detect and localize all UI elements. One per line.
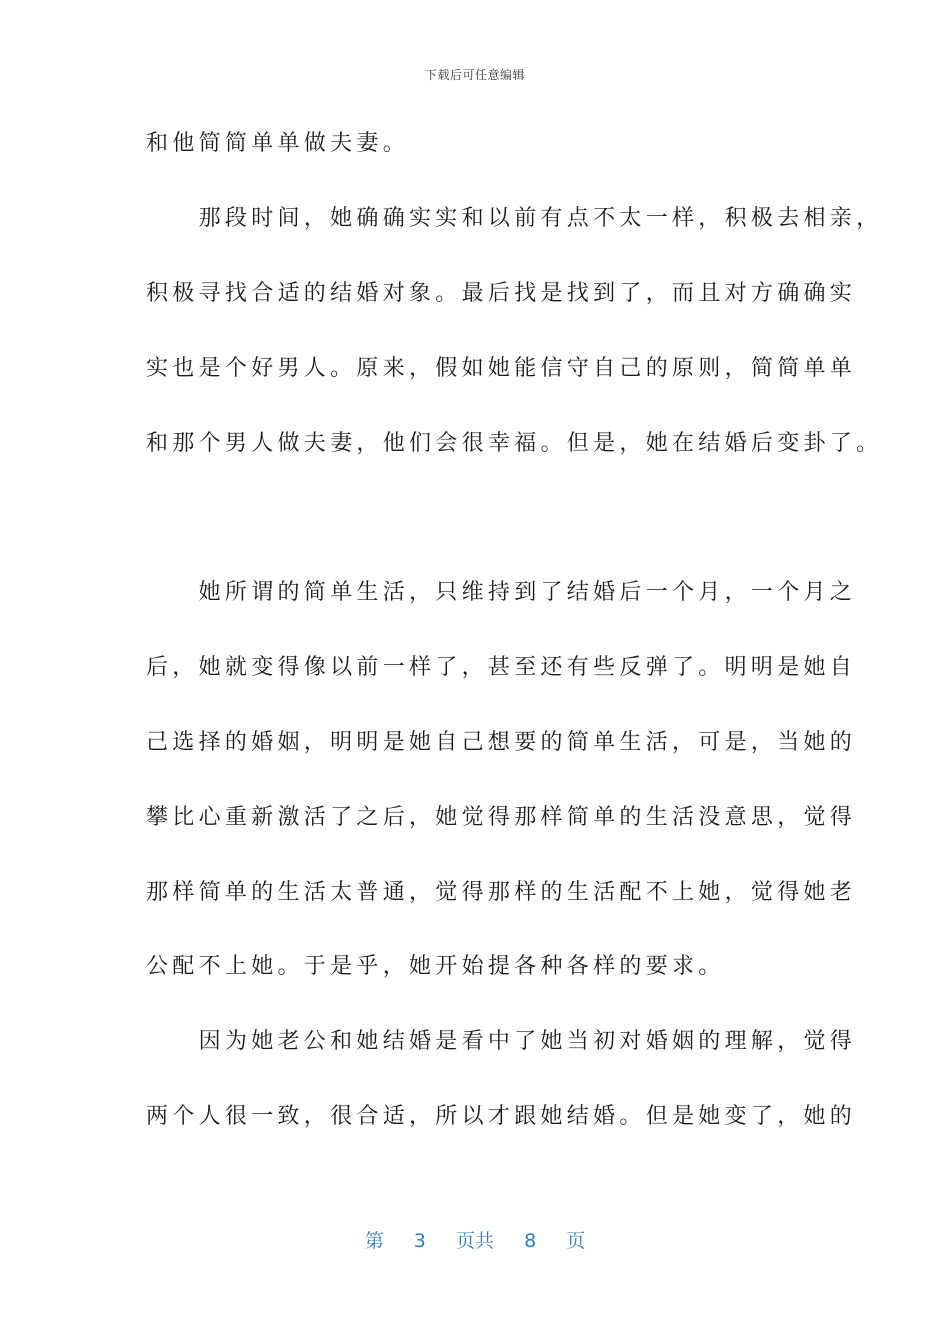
total-pages-number: 8	[524, 1230, 537, 1252]
body-line-7: 后，她就变得像以前一样了，甚至还有些反弹了。明明是她自	[146, 655, 857, 680]
body-line-3: 积极寻找合适的结婚对象。最后找是找到了，而且对方确确实	[146, 281, 857, 306]
body-line-4: 实也是个好男人。原来，假如她能信守自己的原则，简简单单	[146, 356, 857, 381]
page-header: 下载后可任意编辑	[424, 68, 525, 82]
body-line-6: 她所谓的简单生活，只维持到了结婚后一个月，一个月之	[146, 580, 857, 605]
page-middle-text: 页共	[455, 1230, 494, 1252]
page-number-footer	[0, 1226, 950, 1253]
body-line-2: 那段时间，她确确实实和以前有点不太一样，积极去相亲，	[146, 206, 883, 231]
body-line-11: 公配不上她。于是乎，她开始提各种各样的要求。	[146, 954, 725, 979]
body-line-1: 和他简简单单做夫妻。	[146, 131, 410, 156]
page-suffix: 页	[566, 1230, 586, 1252]
body-line-10: 那样简单的生活太普通，觉得那样的生活配不上她，觉得她老	[146, 880, 857, 905]
current-page-number: 3	[413, 1230, 426, 1252]
body-line-5: 和那个男人做夫妻，他们会很幸福。但是，她在结婚后变卦了。	[146, 431, 883, 456]
body-line-8: 己选择的婚姻，明明是她自己想要的简单生活，可是，当她的	[146, 730, 857, 755]
body-line-9: 攀比心重新激活了之后，她觉得那样简单的生活没意思，觉得	[146, 805, 857, 830]
page-prefix: 第	[364, 1230, 384, 1252]
body-line-13: 两个人很一致，很合适，所以才跟她结婚。但是她变了，她的	[146, 1104, 857, 1129]
body-line-12: 因为她老公和她结婚是看中了她当初对婚姻的理解，觉得	[146, 1029, 857, 1054]
